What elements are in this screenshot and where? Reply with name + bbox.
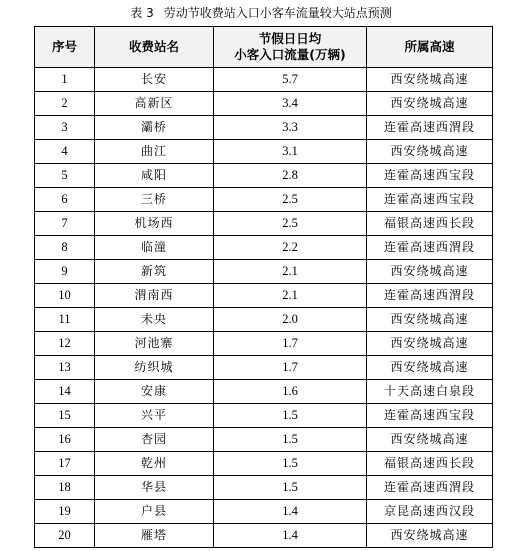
cell-station: 三桥: [95, 188, 214, 212]
cell-expressway: 连霍高速西宝段: [367, 188, 493, 212]
table-row: [35, 116, 493, 140]
cell-index: 14: [35, 380, 95, 404]
header-expressway: 所属高速: [367, 27, 493, 68]
cell-index: 17: [35, 452, 95, 476]
table-row: [35, 236, 493, 260]
cell-station: 高新区: [95, 92, 214, 116]
cell-station: 临潼: [95, 236, 214, 260]
table-row: [35, 308, 493, 332]
cell-index: 8: [35, 236, 95, 260]
cell-expressway: 西安绕城高速: [367, 140, 493, 164]
cell-index: 4: [35, 140, 95, 164]
cell-index: 19: [35, 500, 95, 524]
cell-flow: 2.5: [214, 212, 367, 236]
cell-flow: 3.4: [214, 92, 367, 116]
cell-station: 咸阳: [95, 164, 214, 188]
cell-flow: 2.8: [214, 164, 367, 188]
cell-expressway: 连霍高速西渭段: [367, 476, 493, 500]
cell-expressway: 连霍高速西渭段: [367, 236, 493, 260]
cell-flow: 1.7: [214, 356, 367, 380]
cell-index: 9: [35, 260, 95, 284]
cell-flow: 5.7: [214, 68, 367, 92]
cell-flow: 1.4: [214, 500, 367, 524]
table-row: [35, 524, 493, 548]
header-index: 序号: [35, 27, 95, 68]
cell-flow: 1.7: [214, 332, 367, 356]
cell-index: 16: [35, 428, 95, 452]
cell-flow: 2.1: [214, 284, 367, 308]
cell-flow: 3.1: [214, 140, 367, 164]
cell-flow: 2.1: [214, 260, 367, 284]
table-title: 劳动节收费站入口小客车流量较大站点预测: [163, 6, 392, 20]
cell-expressway: 连霍高速西渭段: [367, 284, 493, 308]
header-flow-line1: 节假日日均: [258, 31, 322, 46]
cell-station: 安康: [95, 380, 214, 404]
cell-station: 曲江: [95, 140, 214, 164]
cell-station: 乾州: [95, 452, 214, 476]
table-row: [35, 68, 493, 92]
cell-expressway: 西安绕城高速: [367, 260, 493, 284]
table-number: 表 3: [130, 6, 154, 20]
cell-index: 20: [35, 524, 95, 548]
table-row: [35, 140, 493, 164]
cell-expressway: 京昆高速西汉段: [367, 500, 493, 524]
table-row: [35, 188, 493, 212]
cell-index: 12: [35, 332, 95, 356]
cell-station: 河池寨: [95, 332, 214, 356]
cell-index: 6: [35, 188, 95, 212]
cell-station: 长安: [95, 68, 214, 92]
cell-expressway: 福银高速西长段: [367, 452, 493, 476]
cell-expressway: 西安绕城高速: [367, 428, 493, 452]
table-row: [35, 428, 493, 452]
cell-station: 兴平: [95, 404, 214, 428]
cell-index: 15: [35, 404, 95, 428]
cell-expressway: 西安绕城高速: [367, 524, 493, 548]
table-row: [35, 284, 493, 308]
cell-expressway: 西安绕城高速: [367, 356, 493, 380]
cell-flow: 1.5: [214, 476, 367, 500]
cell-index: 18: [35, 476, 95, 500]
table-caption: [0, 0, 522, 26]
cell-station: 新筑: [95, 260, 214, 284]
cell-station: 机场西: [95, 212, 214, 236]
cell-station: 雁塔: [95, 524, 214, 548]
cell-expressway: 连霍高速西宝段: [367, 404, 493, 428]
cell-index: 1: [35, 68, 95, 92]
cell-flow: 2.2: [214, 236, 367, 260]
cell-station: 纺织城: [95, 356, 214, 380]
cell-index: 7: [35, 212, 95, 236]
header-station: 收费站名: [95, 27, 214, 68]
cell-station: 杏园: [95, 428, 214, 452]
cell-index: 2: [35, 92, 95, 116]
cell-flow: 1.6: [214, 380, 367, 404]
table-row: [35, 164, 493, 188]
cell-index: 3: [35, 116, 95, 140]
cell-flow: 1.4: [214, 524, 367, 548]
table-row: [35, 92, 493, 116]
header-flow-line2: 小客入口流量(万辆): [234, 47, 346, 62]
cell-flow: 2.0: [214, 308, 367, 332]
table-row: [35, 452, 493, 476]
cell-expressway: 十天高速白泉段: [367, 380, 493, 404]
cell-flow: 1.5: [214, 452, 367, 476]
table-row: [35, 332, 493, 356]
cell-index: 10: [35, 284, 95, 308]
cell-flow: 3.3: [214, 116, 367, 140]
cell-station: 华县: [95, 476, 214, 500]
cell-expressway: 西安绕城高速: [367, 308, 493, 332]
header-row: [35, 27, 493, 68]
cell-expressway: 西安绕城高速: [367, 92, 493, 116]
cell-expressway: 连霍高速西渭段: [367, 116, 493, 140]
cell-flow: 1.5: [214, 404, 367, 428]
table-row: [35, 260, 493, 284]
table-row: [35, 476, 493, 500]
header-flow: [214, 27, 367, 68]
cell-expressway: 西安绕城高速: [367, 68, 493, 92]
station-flow-table: [34, 26, 493, 548]
cell-flow: 2.5: [214, 188, 367, 212]
cell-index: 13: [35, 356, 95, 380]
cell-station: 灞桥: [95, 116, 214, 140]
table-row: [35, 404, 493, 428]
cell-index: 11: [35, 308, 95, 332]
table-row: [35, 356, 493, 380]
cell-index: 5: [35, 164, 95, 188]
cell-flow: 1.5: [214, 428, 367, 452]
cell-station: 渭南西: [95, 284, 214, 308]
cell-expressway: 西安绕城高速: [367, 332, 493, 356]
cell-expressway: 连霍高速西宝段: [367, 164, 493, 188]
cell-station: 户县: [95, 500, 214, 524]
cell-station: 未央: [95, 308, 214, 332]
table-row: [35, 500, 493, 524]
table-row: [35, 380, 493, 404]
cell-expressway: 福银高速西长段: [367, 212, 493, 236]
table-row: [35, 212, 493, 236]
